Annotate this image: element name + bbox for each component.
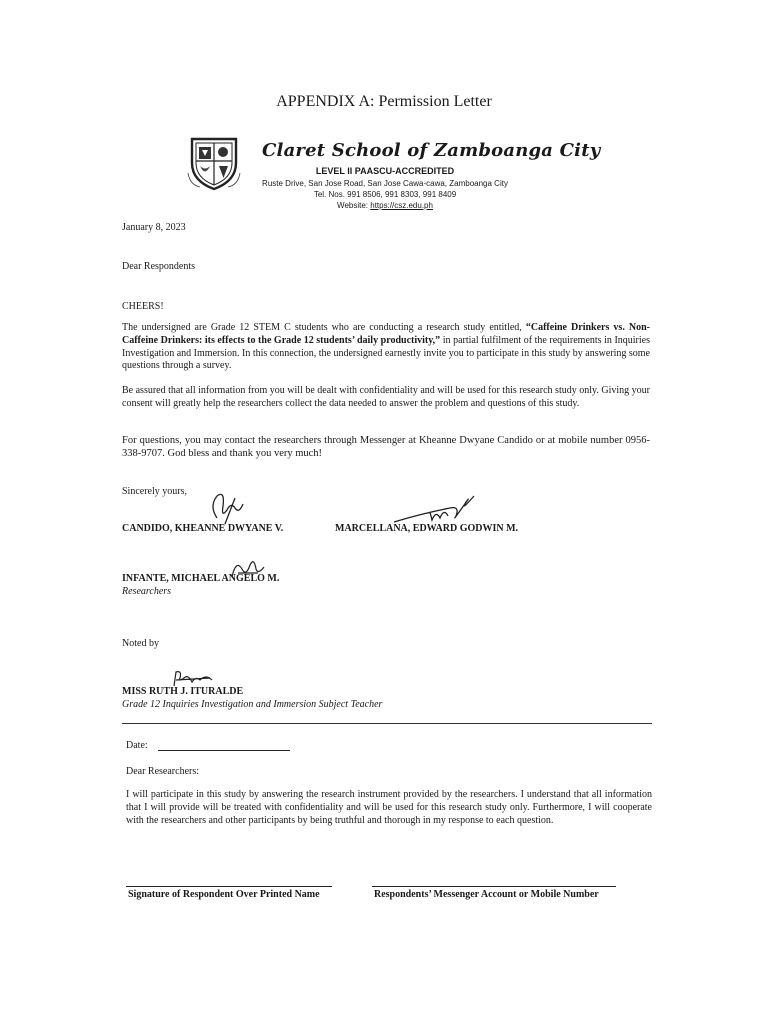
school-website	[220, 201, 550, 210]
section-divider	[122, 723, 652, 724]
researcher-name-3: INFANTE, MICHAEL ANGELO M.	[122, 573, 280, 584]
consent-paragraph: I will participate in this study by answering the research instrument provided by the researchers. I understand that all information that I will provide will be treated with confidentiality and will be used for this research study only. Furthermore, I will cooperate with the researchers and other participants by being truthful and thorough in my response to each question.	[126, 789, 652, 826]
website-label: Website:	[337, 201, 369, 210]
consent-date-label: Date:	[126, 740, 148, 751]
letter-salutation: Dear Respondents	[122, 261, 196, 272]
para1-intro: The undersigned are Grade 12 STEM C students who are conducting a research study entitled,	[122, 322, 526, 333]
letter-date: January 8, 2023	[122, 222, 186, 233]
study-title: “Caffeine Drinkers vs. Non-Caffeine Drinkers: its effects to the Grade 12 students’ daily productivity,”	[122, 322, 650, 346]
school-name: Claret School of Zamboanga City	[262, 140, 601, 161]
website-link[interactable]: https://csz.edu.ph	[370, 201, 433, 210]
teacher-name: MISS RUTH J. ITURALDE	[122, 686, 244, 697]
letter-cheers: CHEERS!	[122, 301, 164, 312]
accreditation: LEVEL II PAASCU-ACCREDITED	[315, 166, 455, 176]
letter-paragraph-1	[122, 322, 650, 373]
consent-date-field[interactable]	[158, 750, 290, 751]
noted-by: Noted by	[122, 638, 159, 649]
respondent-contact-label: Respondents’ Messenger Account or Mobile Number	[374, 889, 599, 900]
consent-salutation: Dear Researchers:	[126, 766, 200, 777]
researchers-label: Researchers	[122, 586, 172, 597]
letter-closing: Sincerely yours,	[122, 486, 187, 497]
signature-marcellana	[390, 488, 480, 528]
school-telephone: Tel. Nos. 991 8506, 991 8303, 991 8409	[313, 190, 457, 199]
school-address: Ruste Drive, San Jose Road, San Jose Cawa-cawa, Zamboanga City	[262, 179, 508, 188]
respondent-signature-label: Signature of Respondent Over Printed Name	[128, 889, 320, 900]
respondent-signature-field[interactable]	[126, 886, 332, 887]
researcher-name-2: MARCELLANA, EDWARD GODWIN M.	[335, 523, 519, 534]
para1-rest: in partial fulfilment of the requirements in Inquiries Investigation and Immersion. In this connection, the undersigned earnestly invite you to participate in this study by answering some questions through a survey.	[122, 334, 650, 372]
page-title: APPENDIX A: Permission Letter	[276, 93, 492, 110]
researcher-name-1: CANDIDO, KHEANNE DWYANE V.	[122, 523, 284, 534]
respondent-contact-field[interactable]	[372, 886, 616, 887]
letter-paragraph-3: For questions, you may contact the researchers through Messenger at Kheanne Dwyane Candido or at mobile number 0956-338-9707. God bless and thank you very much!	[122, 435, 650, 459]
teacher-role: Grade 12 Inquiries Investigation and Immersion Subject Teacher	[122, 699, 383, 710]
letter-paragraph-2: Be assured that all information from you will be dealt with confidentiality and will be used for this research study only. Giving your consent will greatly help the researchers collect the data needed to answer the problem and questions of this study.	[122, 385, 650, 409]
